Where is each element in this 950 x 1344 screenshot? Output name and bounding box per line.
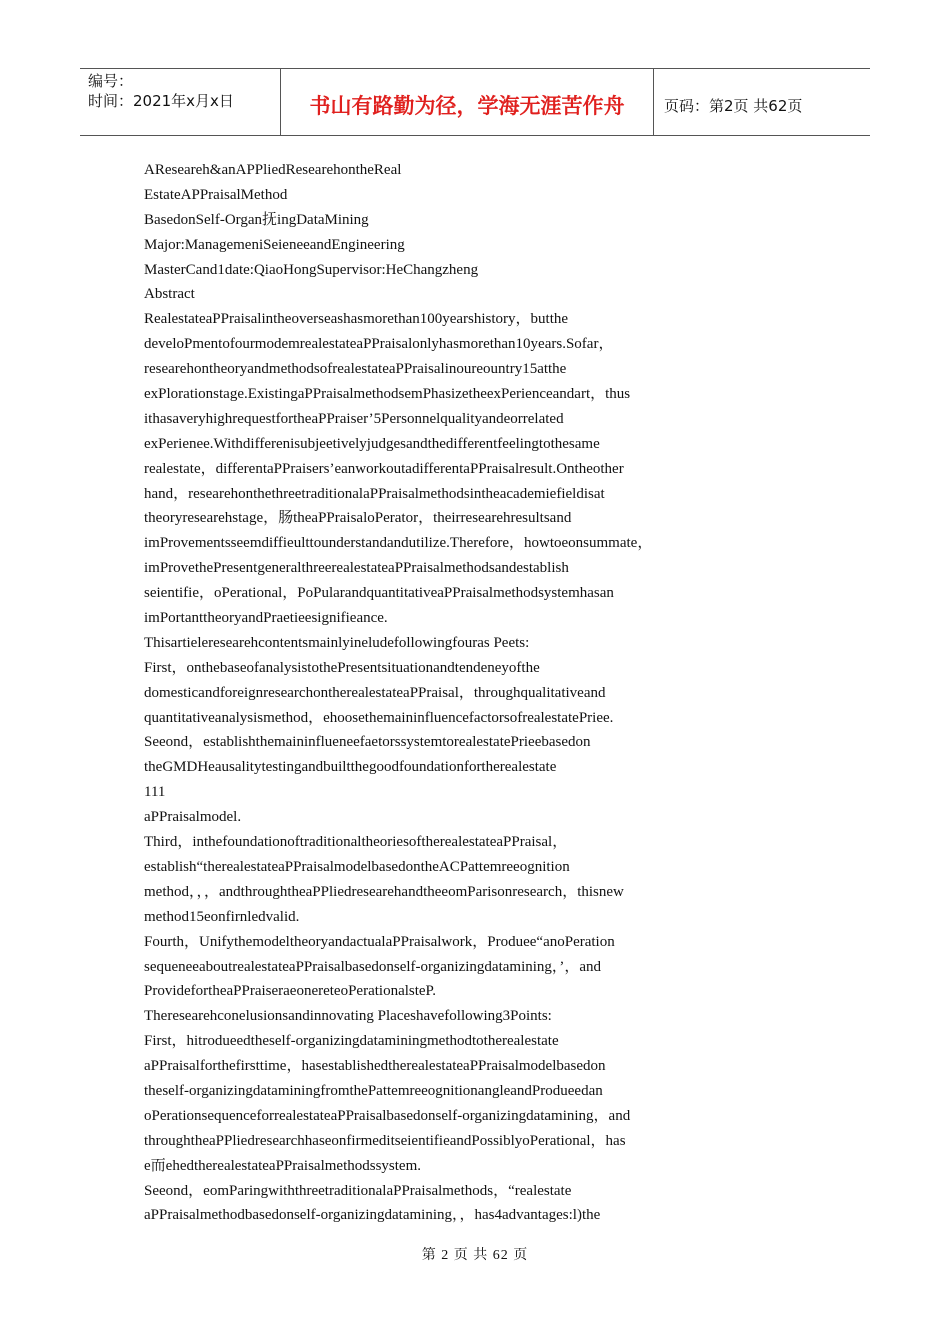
body-text-line: method15eonfirnledvalid. xyxy=(144,908,300,925)
body-text-line: First，hitroduеedtheself-organizingdataminingmethodtotherealestate xyxy=(144,1033,559,1050)
body-text-line: ProvidefortheaPPraiseraeoneretеoPerationalsteP. xyxy=(144,983,436,1000)
body-text-line: seientifie，oPerational，PoPularandquantitativeaPPraisalmethodsystemhasan xyxy=(144,585,614,602)
body-text-line: exPlorationstage.ExistingaPPraisalmethodsemPhasizetheexPerienceandart，thus xyxy=(144,386,631,403)
body-text-line: Abstract xyxy=(144,286,195,303)
body-text-line: researehontheoryandmethodsofrealestateaPPraisalinoureountry15atthe xyxy=(144,361,567,378)
page-footer: 第 2 页 共 62 页 xyxy=(421,1248,529,1263)
body-text-line: realestate，differentaPPraisers’eanworkoutadifferentaPPraisalresult.Ontheother xyxy=(144,460,624,477)
header-page-info: 页码：第2页 共62页 xyxy=(664,96,803,115)
body-text-line: MasterCand1date:QiaoHongSupervisor:HeChangzheng xyxy=(144,261,479,278)
document-date-label: 时间：2021年x月x日 xyxy=(88,92,234,110)
body-text-line: aPPraisalforthefirsttime，hasestablishedtherealestateaPPraisalmodelbasedon xyxy=(144,1058,606,1075)
body-text-line: 111 xyxy=(144,784,166,801)
body-text-line: Theresearehconelusionsandinnovating Placeshavefollowing3Points: xyxy=(144,1008,552,1025)
body-text-line: quantitativeanalysismethod，ehoosethemaininfluencefactorsofrealestatePriee. xyxy=(144,709,614,726)
body-text-line: Fourth，UnifythemodeltheoryandactualaPPraisalwork，Produee“anoPeration xyxy=(144,933,615,950)
body-text-line: oPerationsequenceforrealestateaPPraisalbasedonself-organizingdatamining，and xyxy=(144,1107,631,1124)
body-text-line: Major:ManagemeniSeieneeandEngineering xyxy=(144,236,405,253)
body-text-line: throughtheaPPliedresearchhaseonfirmeditseientifieandPossiblyoPerational，has xyxy=(144,1132,626,1149)
body-text-line: e而ehedtherealestateaPPraisalmethodssystem. xyxy=(144,1157,421,1174)
body-text-line: sequeneeaboutrealestateaPPraisalbasedonself-organizingdatamining，’，and xyxy=(144,958,602,975)
body-text-line: RealestateaPPraisalintheoverseashasmorethan100yearshistory，butthe xyxy=(144,311,569,328)
page-header xyxy=(80,68,870,136)
body-text-line: domesticandforeignresearchontherealestateaPPraisal，throughqualitativeand xyxy=(144,684,606,701)
body-text-line: theoryresearehstage，肠theaPPraisaloPerator，theirresearehresultsand xyxy=(144,510,572,527)
body-text-line: hand，researehonthethreetraditionalaPPraisalmethodsintheacademiefieldisat xyxy=(144,485,605,502)
header-meta-cell xyxy=(80,69,281,135)
body-text-line: First，onthebaseofanalysistothePresentsituationandtendeneyofthe xyxy=(144,659,540,676)
body-text-line: method，，，andthroughtheaPPliedresearehandtheeomParisonresearch，thisnew xyxy=(144,883,624,900)
body-text-line: AReseareh&anAPPliedReseareh​ontheReal xyxy=(144,162,402,178)
body-text-line: imProvethePresentgeneralthreerealestateaPPraisalmethodsandestablish xyxy=(144,560,569,577)
body-text-line: develoPmentofourmodemrealestateaPPraisalonlyhasmorethan10years.Sofar， xyxy=(144,336,614,353)
body-text-line: ithasaveryhighrequestfortheaPPraiser’5Personnelqualityandeorrelated xyxy=(144,410,564,427)
body-text-line: theself-organizingdataminingfromthePattemreeognitionangleandProdueedan xyxy=(144,1082,603,1099)
body-text-line: EstateAPPraisalMethod xyxy=(144,186,288,203)
body-text-line: theGMDHeausalitytestingandbuiltthegoodfoundationfortherealestate xyxy=(144,759,557,776)
body-text-line: Seeond，establishthemaininflueneefaetorssystemtorealestatePrieebasedon xyxy=(144,734,591,751)
body-text-line: exPerienee.Withdifferenisubjeetivelyjudgesandthedifferentfeelingtothesame xyxy=(144,435,600,452)
body-text-line: aPPraisalmethodbasedonself-organizingdatamining，，has4advantages:l)the xyxy=(144,1207,601,1224)
body-text-line: establish“therealestateaPPraisalmodelbasedontheACPattemreeognition xyxy=(144,858,570,875)
header-motto: 书山有路勤为径，学海无涯苦作舟 xyxy=(281,69,654,135)
document-body xyxy=(144,158,724,1228)
body-text-line: Thisartieleresearehcontentsmainlyineludefollowingfouras Peets: xyxy=(144,634,530,651)
body-text-line: imPortanttheoryandPraetieesignifieance. xyxy=(144,610,388,627)
document-number-label: 编号： xyxy=(88,72,134,90)
body-text-line: Seeond，eomParingwiththreetraditionalaPPraisalmethods，“realestate xyxy=(144,1182,572,1199)
body-text-line: Third，inthefoundationoftraditionaltheoriesoftherealestateaPPraisal， xyxy=(144,834,568,851)
body-text-line: imProvementsseemdiffieulttounderstandandutilize.Therefore，howtoeonsummate， xyxy=(144,535,653,552)
body-text-line: BasedonSelf-Organ抚ingDataMining xyxy=(144,211,369,228)
body-text-line: aPPraisalmodel. xyxy=(144,809,242,826)
